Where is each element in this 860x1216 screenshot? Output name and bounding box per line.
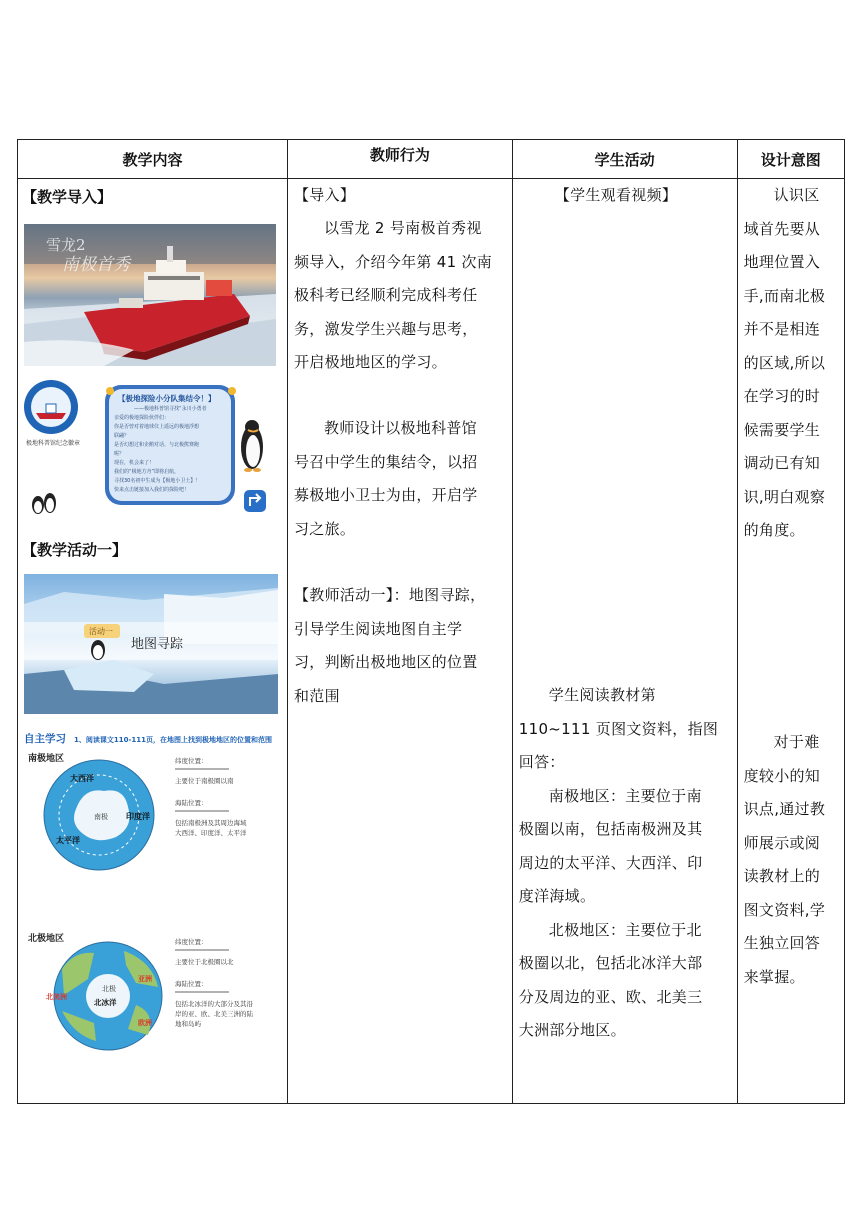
teacher-recruit-line: 教师设计以极地科普馆 (323, 419, 477, 437)
intent-line: 的角度。 (743, 521, 805, 539)
south-sea-label: 海陆位置： (175, 799, 208, 807)
intent-line: 来掌握。 (743, 967, 805, 986)
south-lat-text: 主要位于南极圈以南 (175, 777, 234, 785)
south-sea-text-2: 大西洋、印度洋、太平洋 (175, 829, 247, 837)
content-row (18, 179, 845, 1104)
content-cell (18, 179, 288, 1104)
task-prefix: 自主学习 (24, 733, 66, 745)
intro-heading: 【教学导入】 (22, 188, 113, 206)
north-sea-text-3: 地和岛屿 (175, 1020, 201, 1028)
teacher-activity-line: 引导学生阅读地图自主学 (293, 619, 463, 638)
intent-line: 地理位置入 (743, 253, 821, 271)
recruit-line: ——极地科普馆寻找“永川小勇者 (134, 406, 207, 412)
south-ocean-0: 大西洋 (70, 774, 94, 783)
intent-line: 生独立回答 (743, 934, 821, 952)
north-sea-label: 海陆位置： (175, 980, 208, 988)
polar-maps (24, 729, 286, 1059)
student-read-line: 度洋海域。 (518, 887, 596, 905)
activity-badge: 活动一 (89, 627, 113, 636)
student-read-line: 110~111 页图文资料，指图 (518, 719, 719, 738)
teacher-activity-line: 和范围 (293, 686, 340, 705)
header-student: 学生活动 (512, 140, 737, 179)
header-content: 教学内容 (18, 140, 288, 179)
lesson-plan-table (17, 139, 845, 1104)
south-sea-text-1: 包括南极洲及其周边海域 (175, 819, 247, 827)
student-read-line: 北极地区：主要位于北 (548, 920, 702, 939)
share-arrow-icon (244, 490, 266, 512)
student-read-line: 分及周边的亚、欧、北美三 (518, 987, 703, 1006)
intent-line: 师展示或阅 (743, 833, 821, 852)
teacher-intro-line: 频导入，介绍今年第 41 次南 (293, 252, 493, 271)
teacher-recruit-line: 号召中学生的集结令，以招 (293, 452, 478, 471)
intent-line: 认识区 (773, 186, 820, 204)
teacher-cell (287, 179, 512, 1104)
activity-title: 地图寻踪 (131, 637, 184, 652)
recruit-line: 你是否曾对着地球仪上遥远的极地浮想 (114, 424, 200, 430)
teacher-intro-line: 以雪龙 2 号南极首秀视 (323, 219, 482, 237)
north-sea-text-2: 岸的亚、欧、北美三洲的陆 (175, 1010, 253, 1018)
south-lat-label: 纬度位置： (175, 757, 208, 765)
recruit-poster (22, 377, 278, 522)
intent-line: 对于难 (773, 733, 820, 751)
student-watch: 【学生观看视频】 (554, 186, 678, 204)
intent-line: 读教材上的 (743, 867, 821, 885)
recruit-line: 联翩？ (114, 433, 130, 439)
student-read-text (519, 679, 735, 1048)
teacher-recruit-line: 习之旅。 (293, 519, 356, 538)
task-text: 1、阅读课文110-111页，在地图上找到极地地区的位置和范围 (74, 736, 272, 744)
north-center: 北极 (102, 985, 116, 993)
activity1-heading: 【教学活动一】 (22, 541, 128, 559)
north-lat-label: 纬度位置： (175, 938, 208, 946)
intent-line: 候需要学生 (743, 420, 821, 439)
recruit-line: 快来点击链接加入我们的探险吧！ (114, 487, 190, 493)
south-ocean-2: 太平洋 (56, 836, 80, 845)
intent-line: 并不是相连 (743, 320, 821, 338)
student-read-line: 回答： (518, 753, 565, 771)
south-title: 南极地区 (28, 754, 65, 764)
north-ocean: 北冰洋 (94, 998, 117, 1007)
south-center: 南极 (94, 813, 108, 821)
header-teacher: 教师行为 (287, 140, 512, 179)
north-continent-2: 欧洲 (138, 1019, 152, 1027)
activity-banner (24, 574, 278, 714)
teacher-intro-text (294, 212, 508, 380)
intent-line: 识点,通过教 (743, 800, 826, 818)
intent-line: 域首先要从 (743, 219, 821, 238)
intent-cell (737, 179, 844, 1104)
north-continent-1: 北美洲 (46, 993, 67, 1001)
recruit-line: 寻找30名初中生成为【极地小卫士】！ (114, 478, 201, 484)
intent-line: 调动已有知 (743, 454, 821, 472)
teacher-activity-line: 【教师活动一】：地图寻踪， (293, 586, 486, 604)
north-continent-0: 亚洲 (138, 975, 152, 983)
intent-line: 手,而南北极 (743, 286, 826, 305)
teacher-activity-line: 习，判断出极地地区的位置 (293, 653, 478, 671)
ship-image (24, 224, 276, 366)
recruit-line: 现在，机会来了！ (114, 460, 155, 466)
teacher-recruit-text (294, 412, 508, 546)
ship-caption-1: 雪龙2 (46, 236, 86, 254)
header-intent: 设计意图 (737, 140, 844, 179)
teacher-intro-line: 开启极地地区的学习。 (293, 353, 447, 371)
student-read-line: 极圈以北，包括北冰洋大部 (518, 954, 703, 972)
teacher-intro-line: 务，激发学生兴趣与思考， (293, 319, 478, 338)
student-read-line: 学生阅读教材第 (548, 686, 656, 704)
teacher-recruit-line: 募极地小卫士为由，开启学 (293, 486, 478, 504)
recruit-line: 我们的“极地方舟”即将启航， (114, 469, 180, 475)
north-lat-text: 主要位于北极圈以北 (175, 958, 234, 966)
student-read-line: 南极地区：主要位于南 (548, 786, 702, 805)
recruit-title: 【极地探险小分队集结令！】 (118, 394, 216, 403)
teacher-intro-tag: 【导入】 (293, 186, 356, 204)
teacher-intro-line: 极科考已经顺利完成科考任 (293, 286, 478, 304)
intent-text-2 (744, 726, 844, 994)
intent-line: 度较小的知 (743, 766, 821, 785)
intent-line: 的区域,所以 (743, 353, 826, 372)
student-cell (512, 179, 737, 1104)
ship-caption-2: 南极首秀 (62, 255, 130, 275)
student-read-line: 周边的太平洋、大西洋、印 (518, 853, 703, 872)
teacher-activity-text (294, 579, 508, 713)
recruit-line: 亲爱的极地探险伙伴们： (114, 415, 170, 421)
north-title: 北极地区 (28, 934, 65, 944)
student-read-line: 大洲部分地区。 (518, 1021, 626, 1039)
intent-text-1 (744, 179, 844, 548)
intent-line: 在学习的时 (743, 387, 821, 405)
emblem-label: 极地科普馆纪念徽章 (26, 440, 81, 447)
student-read-line: 极圈以南，包括南极洲及其 (518, 820, 703, 838)
recruit-line: 呢？ (114, 451, 125, 457)
north-sea-text-1: 包括北冰洋的大部分及其沿 (175, 1000, 253, 1008)
header-row (18, 140, 845, 179)
intent-line: 识,明白观察 (743, 487, 826, 506)
south-ocean-1: 印度洋 (126, 812, 150, 821)
intent-line: 图文资料,学 (743, 900, 826, 919)
recruit-line: 是否幻想过和企鹅对话、与北极熊赛跑 (114, 442, 200, 448)
